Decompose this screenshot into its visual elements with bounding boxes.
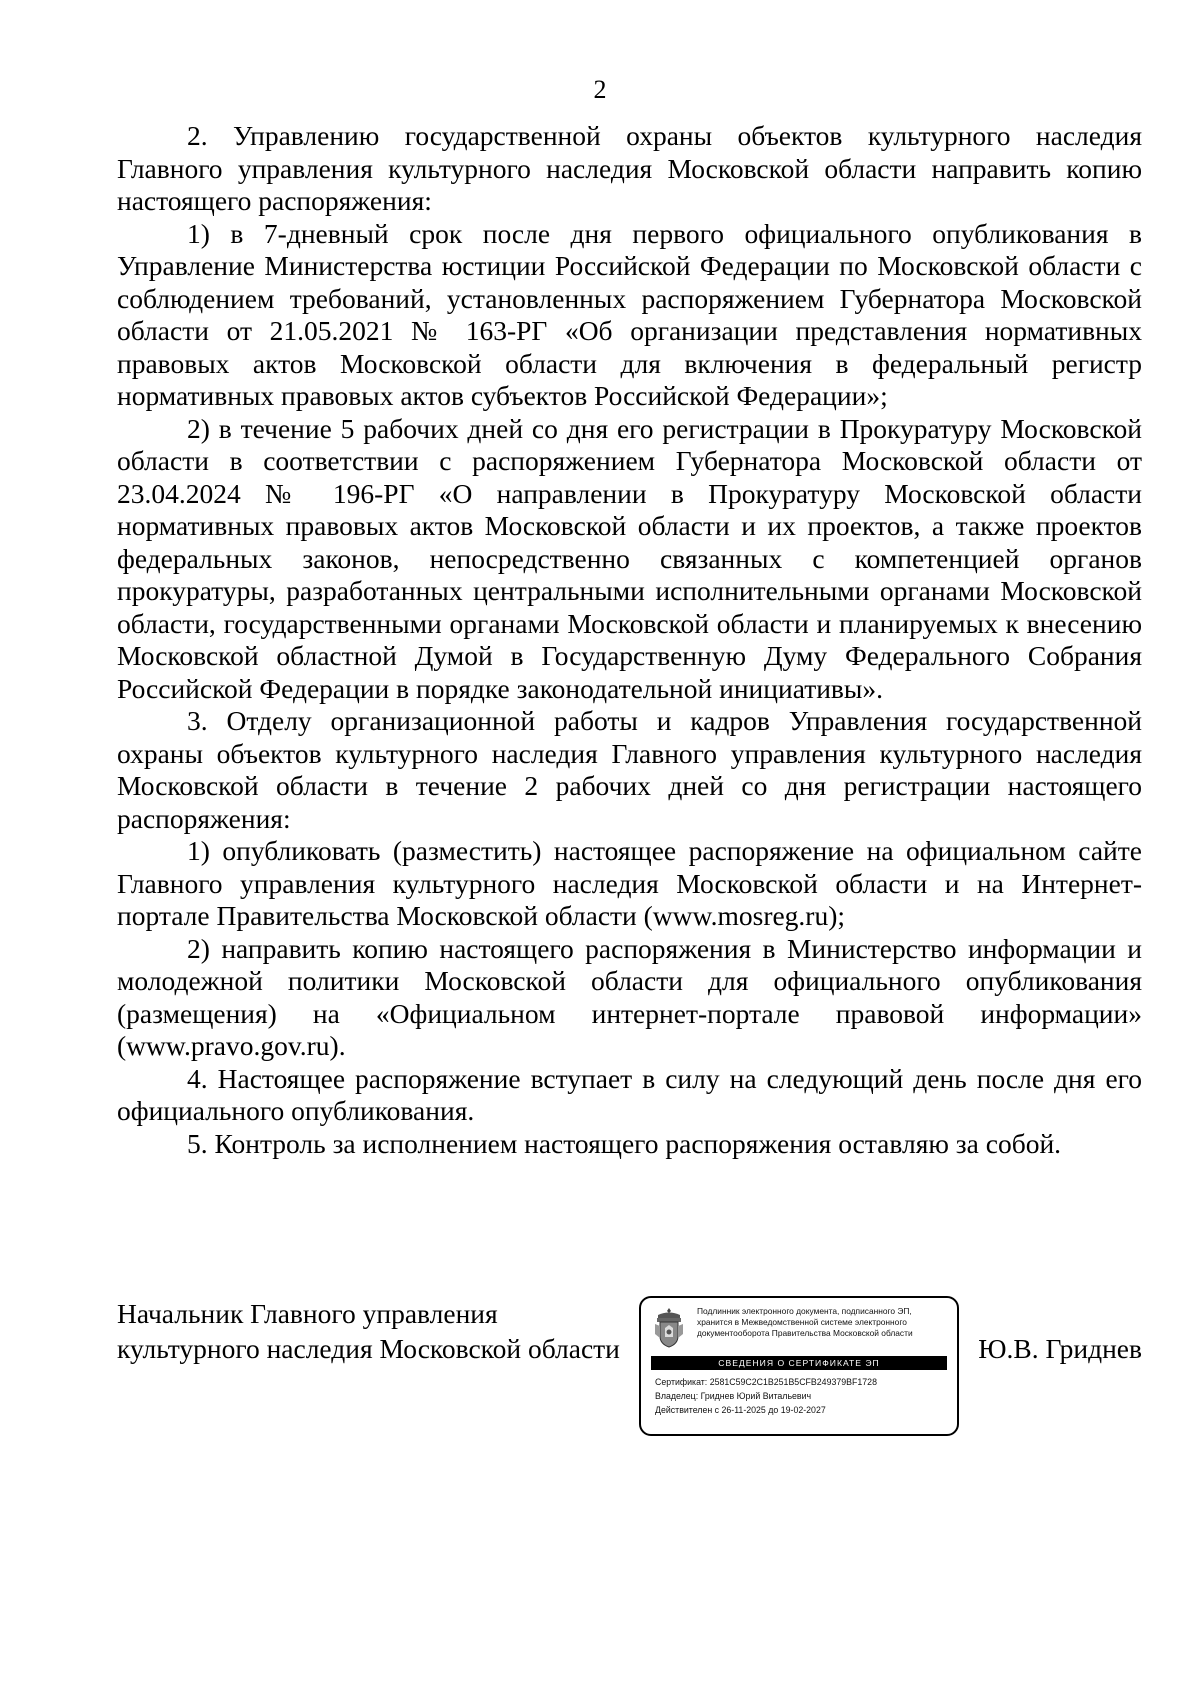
- certificate-info-bar: СВЕДЕНИЯ О СЕРТИФИКАТЕ ЭП: [651, 1356, 947, 1370]
- signatory-position-line: Начальник Главного управления: [117, 1298, 498, 1329]
- paragraph-3-2: 2) направить копию настоящего распоряжения в Министерство информации и молодежной политики Московской области для официального опубликования (размещения) на «Официальном интернет-портале правовой информации» (www.pravo.gov.ru).: [117, 932, 1142, 1061]
- coat-of-arms-icon: [653, 1306, 685, 1350]
- stamp-header-line: Подлинник электронного документа, подписанного ЭП,: [697, 1306, 912, 1316]
- signatory-position: [117, 1296, 620, 1366]
- paragraph-2: 2. Управлению государственной охраны объектов культурного наследия Главного управления культурного наследия Московской области направить копию настоящего распоряжения:: [117, 120, 1142, 216]
- page-number: 2: [593, 75, 607, 104]
- stamp-header-line: хранится в Межведомственной системе электронного: [697, 1317, 907, 1328]
- electronic-signature-stamp: [639, 1296, 959, 1436]
- certificate-number: Сертификат: 2581C59C2C1B251B5CFB249379BF1728: [655, 1377, 877, 1387]
- paragraph-3-1: 1) опубликовать (разместить) настоящее распоряжение на официальном сайте Главного управления культурного наследия Московской области и на Интернет-портале Правительства Московской области (www.mosreg.ru);: [117, 835, 1142, 931]
- paragraph-5: 5. Контроль за исполнением настоящего распоряжения оставляю за собой.: [187, 1127, 1062, 1159]
- paragraph-4: 4. Настоящее распоряжение вступает в силу на следующий день после дня его официального опубликования.: [117, 1062, 1142, 1126]
- signatory-position-line: культурного наследия Московской области: [117, 1333, 620, 1364]
- signature-block: [117, 1296, 1142, 1436]
- certificate-owner: Владелец: Гриднев Юрий Витальевич: [655, 1391, 812, 1401]
- stamp-header-line: документооборота Правительства Московской области: [697, 1328, 913, 1339]
- stamp-header: [697, 1306, 953, 1340]
- paragraph-2-2: 2) в течение 5 рабочих дней со дня его регистрации в Прокуратуру Московской области в соответствии с распоряжением Губернатора Московской области от 23.04.2024 № 196-РГ «О направлении в Прокуратуру Московской области нормативных правовых актов Московской области и их проектов, а также проектов федеральных законов, непосредственно связанных с компетенцией органов прокуратуры, разработанных центральными исполнительными органами Московской области, государственными органами Московской области и планируемых к внесению Московской областной Думой в Государственную Думу Федерального Собрания Российской Федерации в порядке законодательной инициативы».: [117, 412, 1142, 704]
- certificate-validity: Действителен с 26-11-2025 до 19-02-2027: [655, 1405, 826, 1415]
- paragraph-3: 3. Отделу организационной работы и кадров Управления государственной охраны объектов культурного наследия Главного управления культурного наследия Московской области в течение 2 рабочих дней со дня регистрации настоящего распоряжения:: [117, 705, 1142, 834]
- certificate-details: [655, 1375, 951, 1417]
- document-body: [117, 120, 1142, 1160]
- paragraph-2-1: 1) в 7-дневный срок после дня первого официального опубликования в Управление Министерства юстиции Российской Федерации по Московской области с соблюдением требований, установленных распоряжением Губернатора Московской области от 21.05.2021 № 163-РГ «Об организации представления нормативных правовых актов Московской области для включения в федеральный регистр нормативных правовых актов субъектов Российской Федерации»;: [117, 217, 1142, 411]
- signatory-name: Ю.В. Гриднев: [978, 1333, 1142, 1364]
